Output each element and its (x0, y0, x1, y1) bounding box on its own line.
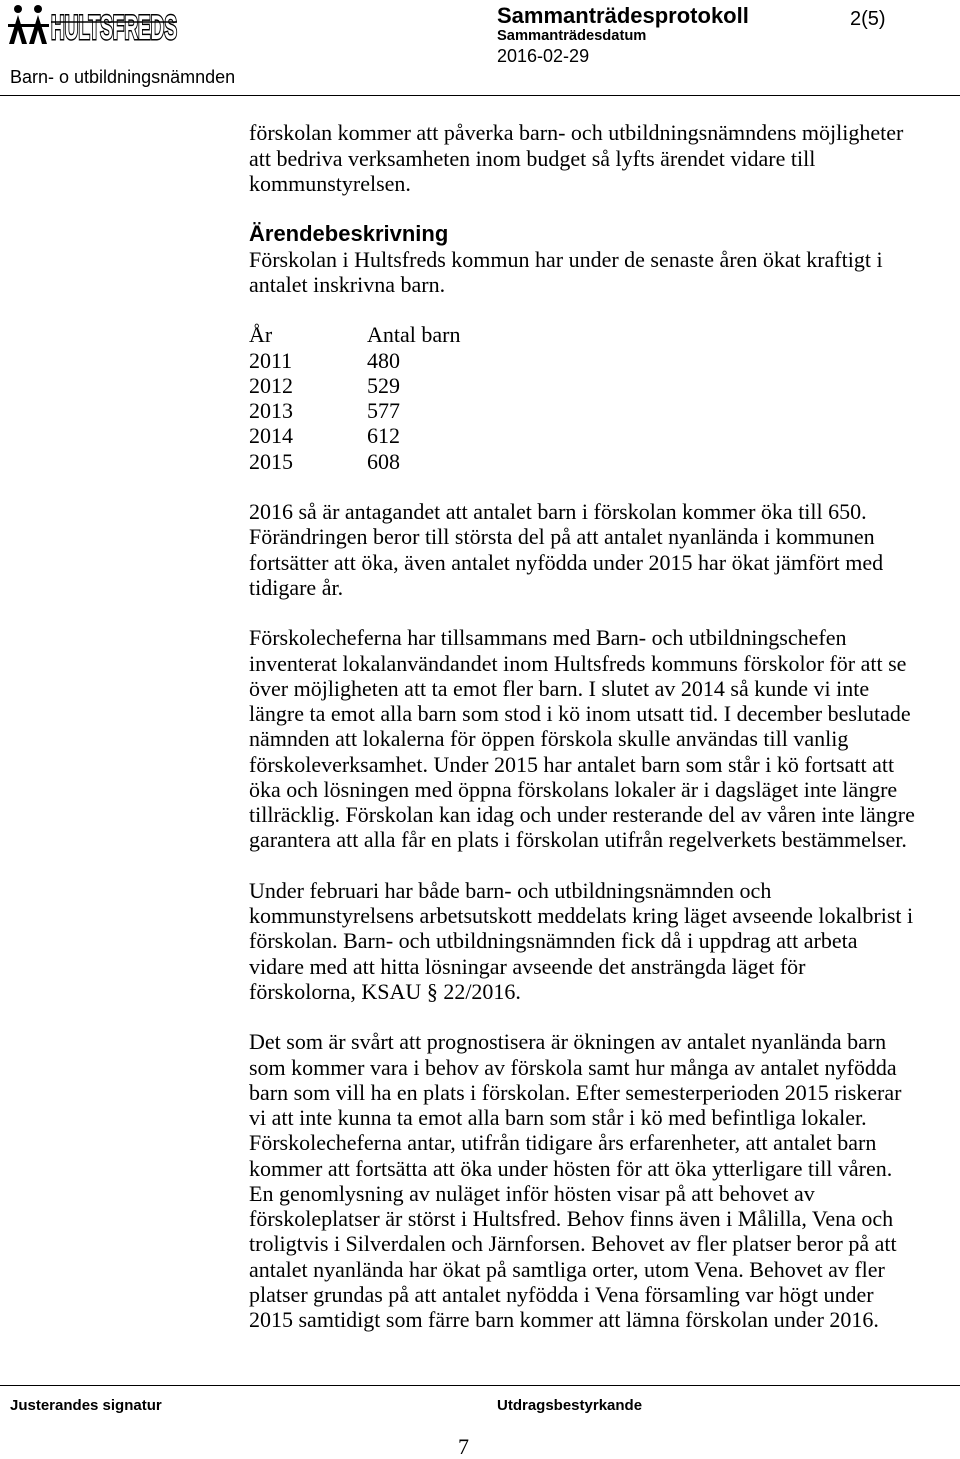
paragraph-line: förskoleverksamhet. Under 2015 har antalet barn som står i kö fortsatt att (249, 751, 895, 777)
description-line: Förskolan i Hultsfreds kommun har under de senaste åren ökat kraftigt i (249, 246, 883, 272)
table-row (249, 373, 949, 398)
enrollment-table (249, 322, 949, 474)
table-row (249, 423, 949, 448)
paragraph-line: garantera att alla får en plats i förskolan utifrån regelverkets bestämmelser. (249, 827, 907, 853)
paragraph-line: En genomlysning av nuläget inför hösten visar på att behovet av (249, 1180, 815, 1206)
paragraph-line: platser grundas på att antalet nyfödda i Vena församling var högt under (249, 1281, 874, 1307)
paragraph-line: kommer att fortsätta att öka under hösten för att öka ytterligare till våren. (249, 1155, 893, 1181)
paragraph (249, 499, 949, 600)
paragraph-line: tidigare år. (249, 574, 344, 600)
paragraph-line: kommunstyrelsens arbetsutskott meddelats kring läget avseende lokalbrist i (249, 903, 914, 929)
meeting-date: 2016-02-29 (497, 46, 590, 66)
paragraph-line: över möjligheten att ta emot fler barn. I slutet av 2014 så kunde vi inte (249, 675, 870, 701)
intro-line: förskolan kommer att påverka barn- och utbildningsnämndens möjligheter (249, 120, 904, 146)
section-heading: Ärendebeskrivning (249, 221, 449, 247)
table-row (249, 449, 949, 474)
paragraph-line: längre ta emot alla barn som stod i kö inom utsatt tid. I december beslutade (249, 701, 911, 727)
paragraph-line: 2015 samtidigt som färre barn kommer att lämna förskolan under 2016. (249, 1307, 879, 1333)
paragraph-line: tillräcklig. Förskolan kan idag och under resterande del av våren inte längre (249, 802, 915, 828)
adjuster-signature-label: Justerandes signatur (10, 1397, 162, 1414)
description-paragraph (249, 247, 949, 298)
paragraph-line: som kommer vara i behov av förskola samt hur många av antalet nyfödda (249, 1054, 897, 1080)
paragraph-line: Förskolecheferna har tillsammans med Barn- och utbildningschefen (249, 625, 847, 651)
table-row (249, 348, 949, 373)
page-number: 2(5) (850, 8, 886, 30)
header-divider (0, 95, 960, 96)
paragraph-line: Under februari har både barn- och utbildningsnämnden och (249, 877, 772, 903)
paragraph-line: barn som vill ha en plats i förskolan. Efter semesterperioden 2015 riskerar (249, 1079, 902, 1105)
table-cell-year: 2014 (249, 423, 293, 449)
paragraph-line: nämnden att lokalerna för öppen förskola skulle användas till vanlig (249, 726, 849, 752)
table-cell-year: 2015 (249, 448, 293, 474)
table-header-count: Antal barn (367, 322, 461, 348)
paragraph-line: vidare med att hitta lösningar avseende det ansträngda läget för (249, 953, 806, 979)
paragraph-line: inventerat lokalanvändandet inom Hultsfreds kommuns förskolor för att se (249, 650, 907, 676)
logo-lettering: HULTSFREDS (51, 9, 177, 47)
paragraph-line: Förändringen beror till största del på att antalet nyanlända i kommunen (249, 524, 875, 550)
paragraph-line: antalet nyanlända har ökat på samtliga orter, utom Vena. Behovet av fler (249, 1256, 885, 1282)
table-cell-year: 2013 (249, 398, 293, 424)
case-description-section (249, 221, 949, 297)
table-cell-year: 2012 (249, 372, 293, 398)
paragraph-line: vi att inte kunna ta emot alla barn som står i kö med befintliga lokaler. (249, 1105, 867, 1131)
description-line: antalet inskrivna barn. (249, 271, 446, 297)
document-body (249, 120, 949, 1357)
document-title: Sammanträdesprotokoll (497, 3, 749, 28)
table-cell-year: 2011 (249, 347, 293, 373)
footer-divider (0, 1385, 960, 1386)
table-cell-count: 612 (367, 423, 400, 449)
paragraph-line: fortsätter att öka, även antalet nyfödda under 2015 har ökat jämfört med (249, 549, 884, 575)
intro-paragraph (249, 120, 949, 196)
paragraph-line: troligtvis i Silverdalen och Järnforsen. Behovet av fler platser beror på att (249, 1231, 897, 1257)
meeting-date-label: Sammanträdesdatum (497, 28, 647, 44)
intro-line: att bedriva verksamheten inom budget så lyfts ärendet vidare till (249, 145, 816, 171)
paragraph-line: 2016 så är antagandet att antalet barn i förskolan kommer öka till 650. (249, 499, 867, 525)
extract-certification-label: Utdragsbestyrkande (497, 1397, 643, 1414)
table-cell-count: 480 (367, 347, 400, 373)
paragraph-line: öka och lösningen med öppna förskolans lokaler är i dagsläget inte längre (249, 776, 898, 802)
municipality-logo (8, 0, 178, 46)
intro-line: kommunstyrelsen. (249, 170, 411, 196)
paragraph (249, 1029, 949, 1332)
table-header-row (249, 322, 949, 347)
table-cell-count: 577 (367, 398, 400, 424)
paragraph (249, 878, 949, 1004)
paragraph-line: Förskolecheferna antar, utifrån tidigare års erfarenheter, att antalet barn (249, 1130, 877, 1156)
table-header-year: År (249, 322, 273, 348)
page-folio: 7 (458, 1434, 469, 1459)
paragraph-line: förskolorna, KSAU § 22/2016. (249, 978, 521, 1004)
paragraph-line: förskolan. Barn- och utbildningsnämnden fick då i uppdrag att arbeta (249, 928, 858, 954)
table-body (249, 348, 949, 474)
table-cell-count: 608 (367, 448, 400, 474)
table-cell-count: 529 (367, 372, 400, 398)
paragraph (249, 625, 949, 852)
paragraph-line: Det som är svårt att prognostisera är ökningen av antalet nyanlända barn (249, 1029, 887, 1055)
department-name: Barn- o utbildningsnämnden (10, 67, 236, 87)
paragraph-line: förskoleplatser är störst i Hultsfred. Behov finns även i Målilla, Vena och (249, 1206, 894, 1232)
table-row (249, 398, 949, 423)
